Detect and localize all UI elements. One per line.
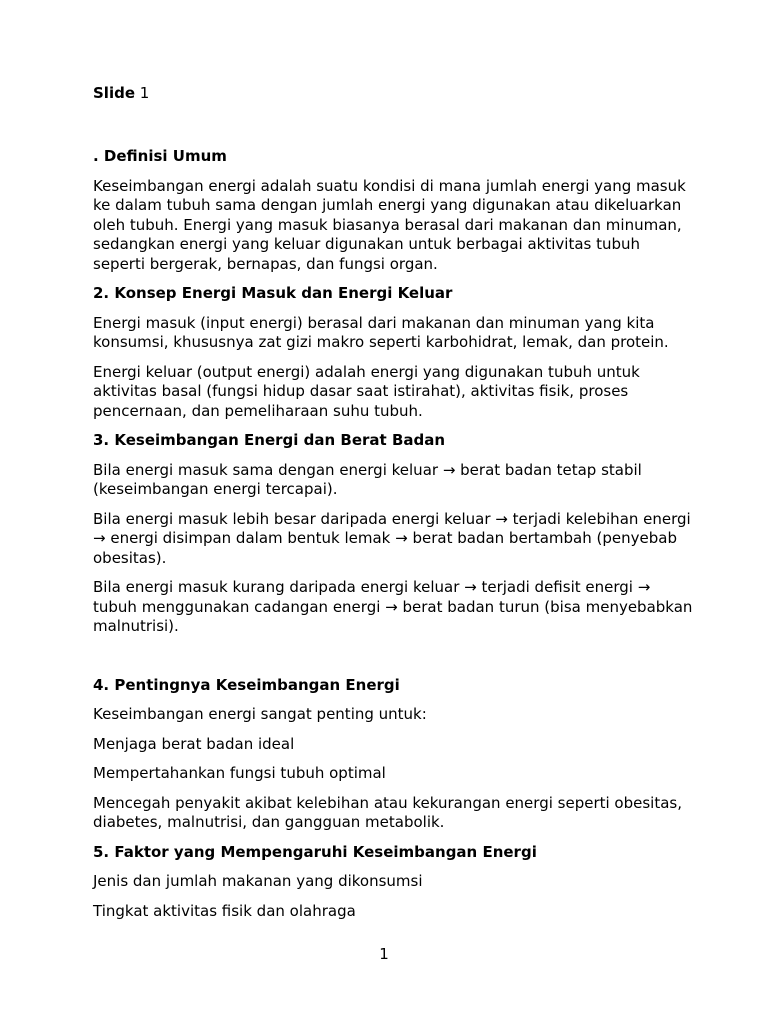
section-heading: 4. Pentingnya Keseimbangan Energi	[93, 675, 400, 694]
list-item: Menjaga berat badan ideal	[93, 734, 295, 753]
section-heading: 5. Faktor yang Mempengaruhi Keseimbangan Energi	[93, 842, 537, 861]
section-heading: 2. Konsep Energi Masuk dan Energi Keluar	[93, 284, 453, 302]
section-faktor-keseimbangan	[93, 843, 693, 922]
section-heading: . Definisi Umum	[93, 147, 227, 165]
paragraph: Energi masuk (input energi) berasal dari makanan dan minuman yang kita konsumsi, khususnya zat gizi makro seperti karbohidrat, lemak, dan protein.	[93, 313, 669, 351]
document-page	[93, 84, 693, 931]
list-item: Tingkat aktivitas fisik dan olahraga	[93, 901, 356, 920]
section-heading: 3. Keseimbangan Energi dan Berat Badan	[93, 431, 446, 449]
paragraph: Keseimbangan energi adalah suatu kondisi di mana jumlah energi yang masuk ke dalam tubuh sama dengan jumlah energi yang digunakan atau dikeluarkan oleh tubuh. Energi yang masuk biasanya berasal dari makanan dan minuman, sedangkan energi yang keluar digunakan untuk berbagai aktivitas tubuh seperti bergerak, bernapas, dan fungsi organ.	[93, 176, 686, 273]
section-konsep-energi	[93, 284, 693, 421]
section-keseimbangan-berat-badan	[93, 431, 693, 637]
section-pentingnya-keseimbangan	[93, 676, 693, 833]
slide-label	[93, 84, 693, 108]
section-definisi-umum	[93, 147, 693, 274]
paragraph: Bila energi masuk kurang daripada energi keluar → terjadi defisit energi → tubuh menggunakan cadangan energi → berat badan turun (bisa menyebabkan malnutrisi).	[93, 578, 693, 635]
paragraph: Bila energi masuk sama dengan energi keluar → berat badan tetap stabil (keseimbangan energi tercapai).	[93, 460, 642, 498]
paragraph: Bila energi masuk lebih besar daripada energi keluar → terjadi kelebihan energi → energi disimpan dalam bentuk lemak → berat badan bertambah (penyebab obesitas).	[93, 509, 691, 567]
slide-label-word: Slide	[93, 84, 135, 102]
spacer	[93, 647, 693, 676]
list-item: Jenis dan jumlah makanan yang dikonsumsi	[93, 872, 423, 890]
page-number: 1	[379, 945, 389, 963]
list-item: Mempertahankan fungsi tubuh optimal	[93, 764, 386, 782]
list-item: Mencegah penyakit akibat kelebihan atau kekurangan energi seperti obesitas, diabetes, malnutrisi, dan gangguan metabolik.	[93, 793, 682, 831]
paragraph: Energi keluar (output energi) adalah energi yang digunakan tubuh untuk aktivitas basal (fungsi hidup dasar saat istirahat), aktivitas fisik, proses pencernaan, dan pemeliharaan suhu tubuh.	[93, 362, 640, 420]
slide-number: 1	[139, 84, 150, 102]
paragraph: Keseimbangan energi sangat penting untuk:	[93, 705, 427, 723]
spacer	[93, 108, 693, 147]
